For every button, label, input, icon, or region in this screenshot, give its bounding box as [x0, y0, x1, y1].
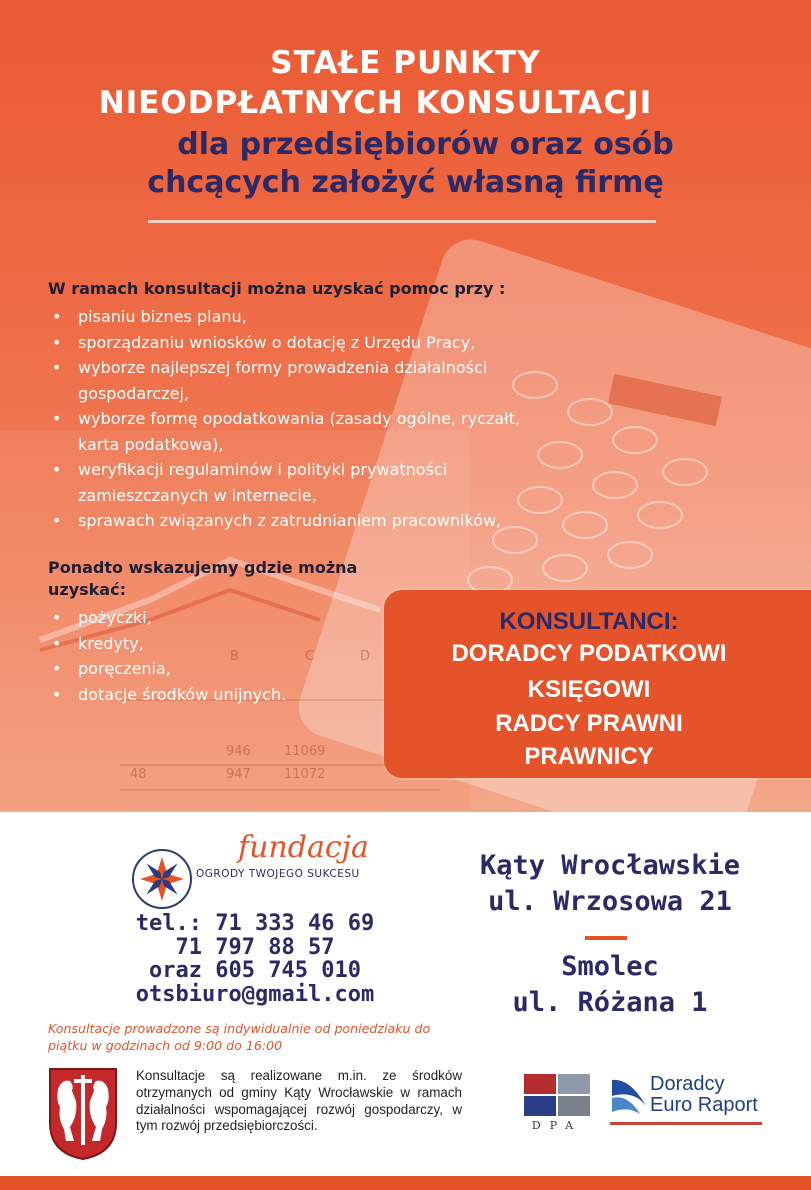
- location-divider: [585, 936, 627, 940]
- divider: [148, 220, 656, 223]
- where-section-title: Ponadto wskazujemy gdzie można uzyskać:: [48, 558, 358, 599]
- doradcy-euro-raport-logo: [610, 1074, 770, 1134]
- der-logo-icon: [610, 1076, 650, 1120]
- subheadline-line-1: dla przedsiębiorów oraz osób: [177, 127, 674, 162]
- location-street: ul. Różana 1: [512, 987, 708, 1018]
- phone-3[interactable]: oraz 605 745 010: [149, 958, 361, 983]
- list-item: • wyborze najlepszej formy prowadzenia działalności gospodarczej,: [48, 355, 558, 406]
- consultants-box: [384, 590, 811, 778]
- list-item: • weryfikacji regulaminów i polityki prywatności zamieszczanych w internecie,: [48, 457, 558, 508]
- foundation-script-name: fundacja: [238, 830, 369, 865]
- consultant-role: DORADCY PODATKOWI: [451, 640, 727, 667]
- consultant-role: KSIĘGOWI: [527, 676, 651, 703]
- dpa-text: DPA: [531, 1119, 583, 1132]
- headline-line-1: STAŁE PUNKTY: [270, 45, 541, 81]
- footer-section: [0, 812, 811, 1190]
- footer-strip: [0, 1176, 811, 1190]
- der-underline: [610, 1122, 762, 1125]
- foundation-name: OGRODY TWOJEGO SUKCESU: [196, 868, 360, 880]
- list-item: • pisaniu biznes planu,: [48, 304, 558, 330]
- location-city: Kąty Wrocławskie: [479, 850, 741, 881]
- list-item: • dotacje środków unijnych.: [48, 682, 408, 708]
- der-line-1: Doradcy: [650, 1073, 725, 1095]
- contact-block: [90, 912, 420, 1006]
- subheadline-line-2: chcących założyć własną firmę: [147, 165, 664, 200]
- svg-text:946: 946: [226, 744, 251, 759]
- dpa-logo: [524, 1074, 590, 1134]
- funding-note: Konsultacje są realizowane m.in. ze środków otrzymanych od gminy Kąty Wrocławskie w ramach działalności wspomagającej rozwój gospodarczy, w tym rozwój przedsiębiorczości.: [136, 1068, 462, 1134]
- svg-text:947: 947: [226, 767, 251, 782]
- headline-line-2: NIEODPŁATNYCH KONSULTACJI: [98, 85, 653, 121]
- list-item: • pożyczki,: [48, 605, 408, 631]
- location-city: Smolec: [561, 951, 659, 982]
- help-section: [48, 278, 558, 534]
- list-item: • wyborze formę opodatkowania (zasady ogólne, ryczałt, karta podatkowa),: [48, 406, 558, 457]
- location-2: [440, 949, 780, 1021]
- consultant-role: PRAWNICY: [524, 743, 654, 770]
- der-line-2: Euro Raport: [650, 1094, 758, 1116]
- help-section-title: W ramach konsultacji można uzyskać pomoc przy :: [48, 279, 506, 298]
- help-list: [48, 304, 558, 534]
- svg-text:B: B: [230, 649, 239, 664]
- der-text: [650, 1074, 758, 1116]
- list-item: • kredyty,: [48, 631, 408, 657]
- list-item: • sprawach związanych z zatrudnianiem pracowników,: [48, 508, 558, 534]
- foundation-logo-icon: [132, 849, 192, 909]
- hours-note: Konsultacje prowadzone są indywidualnie od poniedziaku do piątku w godzinach od 9:00 do 16:00: [48, 1021, 431, 1053]
- consultant-role: RADCY PRAWNI: [495, 710, 683, 737]
- list-item: • poręczenia,: [48, 656, 408, 682]
- email-link[interactable]: otsbiuro@gmail.com: [135, 981, 375, 1007]
- svg-text:11072: 11072: [284, 767, 326, 782]
- location-street: ul. Wrzosowa 21: [488, 886, 732, 917]
- consultants-title: KONSULTANCI:: [499, 608, 679, 635]
- list-item: • sporządzaniu wniosków o dotację z Urzędu Pracy,: [48, 330, 558, 356]
- phone-2[interactable]: 71 797 88 57: [175, 934, 335, 960]
- coat-of-arms-icon: [48, 1067, 118, 1161]
- location-1: [440, 848, 780, 920]
- where-list: [48, 605, 408, 707]
- svg-text:D: D: [360, 649, 371, 664]
- svg-text:11069: 11069: [284, 744, 326, 759]
- svg-text:48: 48: [130, 767, 147, 782]
- phone-1[interactable]: tel.: 71 333 46 69: [135, 911, 375, 936]
- where-section: [48, 557, 408, 707]
- svg-text:C: C: [305, 649, 315, 664]
